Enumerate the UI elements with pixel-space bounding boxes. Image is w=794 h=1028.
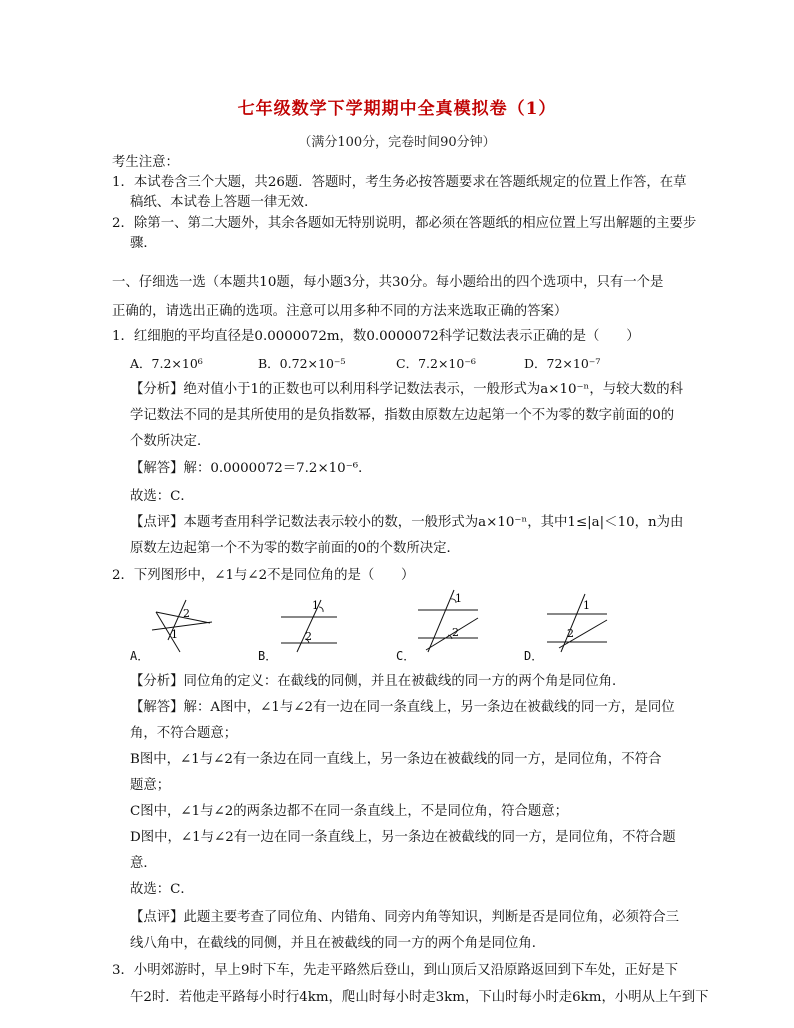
page-title: 七年级数学下学期期中全真模拟卷（1） [237, 99, 557, 119]
q1-option-a: A．7.2×10⁶ [130, 356, 203, 371]
q2-comment: 【点评】此题主要考查了同位角、内错角、同旁内角等知识，判断是否是同位角，必须符合三 [130, 910, 680, 925]
q1-stem: 1．红细胞的平均直径是0.0000072m，数0.0000072科学记数法表示正确的是（ ） [112, 329, 640, 344]
fig-c-angle-1: 1 [455, 592, 462, 605]
q2-analysis: 【分析】同位角的定义：在截线的同侧，并且在被截线的同一方的两个角是同位角． [130, 674, 626, 689]
q1-analysis: 【分析】绝对值小于1的正数也可以利用科学记数法表示，一般形式为a×10⁻ⁿ，与较大数的科 [130, 382, 684, 397]
fig-a-line-1 [152, 622, 212, 630]
q2-solution-c: C图中，∠1与∠2的两条边都不在同一条直线上，不是同位角，符合题意； [130, 804, 569, 819]
q2-solution-d-cont: 意． [130, 856, 157, 871]
q2-solution-cont: 角，不符合题意； [130, 726, 238, 741]
figure-a-label: A． [130, 649, 150, 663]
section-1-heading-cont: 正确的，请选出正确的选项。注意可以用多种不同的方法来选取正确的答案） [112, 304, 568, 319]
figure-c-label: C． [396, 649, 416, 663]
q3-stem: 3．小明郊游时，早上9时下车，先走平路然后登山，到山顶后又沿原路返回到下车处，正好是下 [112, 963, 679, 978]
q1-analysis-cont2: 个数所决定． [130, 434, 211, 449]
fig-c-angle-2: 2 [452, 626, 459, 639]
q1-solution: 【解答】解：0.0000072＝7.2×10⁻⁶． [130, 461, 372, 476]
fig-b-angle-2: 2 [305, 630, 312, 643]
q2-solution-d: D图中，∠1与∠2有一边在同一条直线上，另一条边在被截线的同一方，是同位角，不符合题 [130, 830, 676, 845]
q3-stem-cont: 午2时．若他走平路每小时行4km，爬山时每小时走3km，下山时每小时走6km，小明从上午到下 [130, 990, 709, 1005]
page-subtitle: （满分100分，完卷时间90分钟） [298, 135, 496, 150]
fig-d-angle-1: 1 [583, 599, 590, 612]
fig-a-angle-1: 1 [171, 628, 178, 641]
figure-b [275, 598, 345, 654]
notice-item-1: 1．本试卷含三个大题，共26题．答题时，考生务必按答题要求在答题纸规定的位置上作答，在草 [112, 175, 687, 190]
figure-c [414, 588, 484, 654]
fig-c-line-3 [428, 590, 454, 652]
q1-analysis-cont: 学记数法不同的是其所使用的是负指数幂，指数由原数左边起第一个不为零的数字前面的0的 [130, 408, 675, 423]
q1-option-d: D．72×10⁻⁷ [524, 356, 601, 371]
fig-d-angle-2: 2 [567, 627, 574, 640]
q2-choice: 故选：C． [130, 882, 194, 897]
notice-heading: 考生注意： [112, 155, 179, 170]
q1-option-b: B．0.72×10⁻⁵ [258, 356, 346, 371]
fig-b-arc-1 [319, 607, 323, 612]
figure-d-label: D． [524, 649, 544, 663]
figure-a [150, 598, 220, 654]
q1-option-c: C．7.2×10⁻⁶ [396, 356, 476, 371]
q2-solution-b: B图中，∠1与∠2有一条边在同一直线上，另一条边在被截线的同一方，是同位角，不符合 [130, 752, 662, 767]
q2-solution: 【解答】解：A图中，∠1与∠2有一边在同一条直线上，另一条边在被截线的同一方，是同位 [130, 700, 675, 715]
q2-solution-b-cont: 题意； [130, 778, 171, 793]
notice-item-2: 2．除第一、第二大题外，其余各题如无特别说明，都必须在答题纸的相应位置上写出解题的主要步 [112, 216, 697, 231]
figure-b-label: B． [258, 649, 278, 663]
figure-d [545, 590, 615, 654]
fig-d-line-3 [561, 594, 585, 652]
notice-item-1-cont: 稿纸、本试卷上答题一律无效． [130, 195, 318, 210]
q1-comment: 【点评】本题考查用科学记数法表示较小的数，一般形式为a×10⁻ⁿ，其中1≤|a|＜10，n为由 [130, 515, 684, 530]
notice-item-2-cont: 骤． [130, 236, 157, 251]
section-1-heading: 一、仔细选一选（本题共10题，每小题3分，共30分。每小题给出的四个选项中，只有一个是 [112, 275, 664, 290]
fig-a-angle-2: 2 [183, 607, 190, 620]
fig-b-angle-1: 1 [312, 599, 319, 612]
q1-comment-cont: 原数左边起第一个不为零的数字前面的0的个数所决定． [130, 541, 460, 556]
q1-choice: 故选：C． [130, 489, 194, 504]
q2-comment-cont: 线八角中，在截线的同侧，并且在被截线的同一方的两个角是同位角． [130, 936, 546, 951]
q2-stem: 2．下列图形中，∠1与∠2不是同位角的是（ ） [112, 568, 415, 583]
